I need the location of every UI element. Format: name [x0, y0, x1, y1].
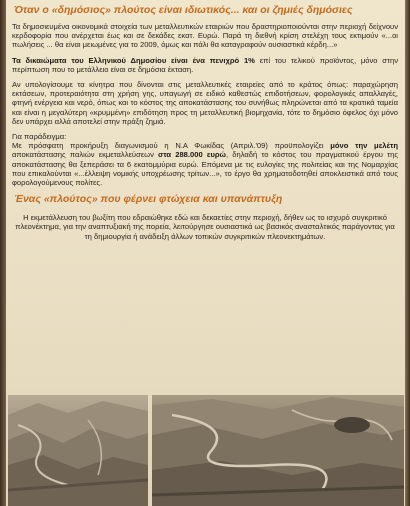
mine-photo-left	[8, 395, 148, 506]
example-text-c: , δηλαδή το κόστος του πραγματικού έργου της αποκατάστασης θα ξεπεράσει τα 6 εκατομμύρια ευρώ. Επόμενα με τις ευλογίες της πολιτείας και της Νομαρχίας που επικαλούνται «...έλλειψη νομικής υποχρέωσης τρίτων...», το έργο θα χρηματοδοτηθεί αποκλειστικά από τους φορολογούμενους πολίτες.	[12, 150, 398, 188]
example-highlight-cost: στα 288.000 ευρώ	[158, 150, 226, 160]
section-heading-public-wealth: Όταν ο «δημόσιος» πλούτος είναι ιδιωτικός... και οι ζημιές δημόσιες	[14, 4, 353, 16]
page-edge-right	[405, 0, 410, 506]
mine-photo-right	[152, 395, 404, 506]
paragraph-example	[12, 132, 398, 187]
section-heading-wealth-poverty: Ένας «πλούτος» που φέρνει φτώχεια και υπανάπτυξη	[14, 193, 283, 206]
paragraph-company-profits: Τα δημοσιευμένα οικονομικά στοιχεία των μεταλλευτικών εταιριών που δραστηριοποιούνται στην περιοχή δείχνουν κερδοφορία που ανέρχεται έως και σε δεκάδες εκατ. Ευρώ. Παρά τη διεθνή κρίση στελέχη τους εκτιμούν «...οι πωλήσεις ... θα είναι μειωμένες για το 2009, όμως και πάλι θα καταγραφούν ουσιαστικά κέρδη...»	[12, 22, 398, 50]
royalty-detail: επί του τελικού προϊόντος, μόνο στην περίπτωση που το μετάλλειο είναι σε δημόσια έκταση.	[12, 55, 399, 74]
paragraph-state-royalties	[12, 56, 398, 74]
example-highlight-study: μόνο την μελέτη	[330, 141, 398, 151]
example-intro: Για παράδειγμα:	[12, 132, 67, 142]
mine-landscape-image-right	[152, 395, 404, 506]
royalty-highlight: Τα δικαιώματα του Ελληνικού Δημοσίου είναι ένα πενιχρό 1%	[12, 55, 255, 65]
page-edge-left	[0, 0, 6, 506]
photo-strip	[8, 395, 404, 506]
paragraph-bauxite: Η εκμετάλλευση του βωξίτη που εδραιώθηκε εδώ και δεκαετίες στην περιοχή, δήθεν ως το ισχυρό συγκριτικό πλεονέκτημα, για την αναπτυξιακή της πορεία, λειτούργησε ουσιαστικά ως βασικός ανασταλτικός παράγοντας για τη δημιουργία ή ανάδειξη άλλων τοπικών συγκριτικών πλεονεκτημάτων.	[15, 213, 395, 241]
article-body	[12, 4, 398, 247]
mine-landscape-image-left	[8, 395, 148, 506]
paragraph-state-incentives: Αν υπολογίσουμε τα κίνητρα που δίνονται στις μεταλλευτικές εταιρείες από το κράτος όπως: παραχώρηση εκτάσεων, προτεραιότητα στη χρήση γης, υπαγωγή σε ειδικό καθεστώς επιδοτήσεων, φορολογικές απαλλαγές, φτηνή ενέργεια και νερό, όπως και το κόστος της αποκατάστασης του συνήθως πληρώνεται από τα κρατικά ταμεία και είναι η μεγαλύτερη «κρυμμένη» επιδότηση προς τη μεταλλευτική βιομηχανία, τότε το δημόσιο όφελος όχι μόνο δεν υπάρχει αλλά αποτελεί στην πράξη ζημιά.	[12, 80, 398, 126]
example-text-a: Με πρόσφατη προκήρυξη διαγωνισμού η Ν.Α Φωκίδας (Απριλ.'09) προϋπολογίζει	[12, 141, 331, 151]
example-text-b: αποκατάστασης παλιών εκμεταλλεύσεων	[12, 150, 159, 160]
